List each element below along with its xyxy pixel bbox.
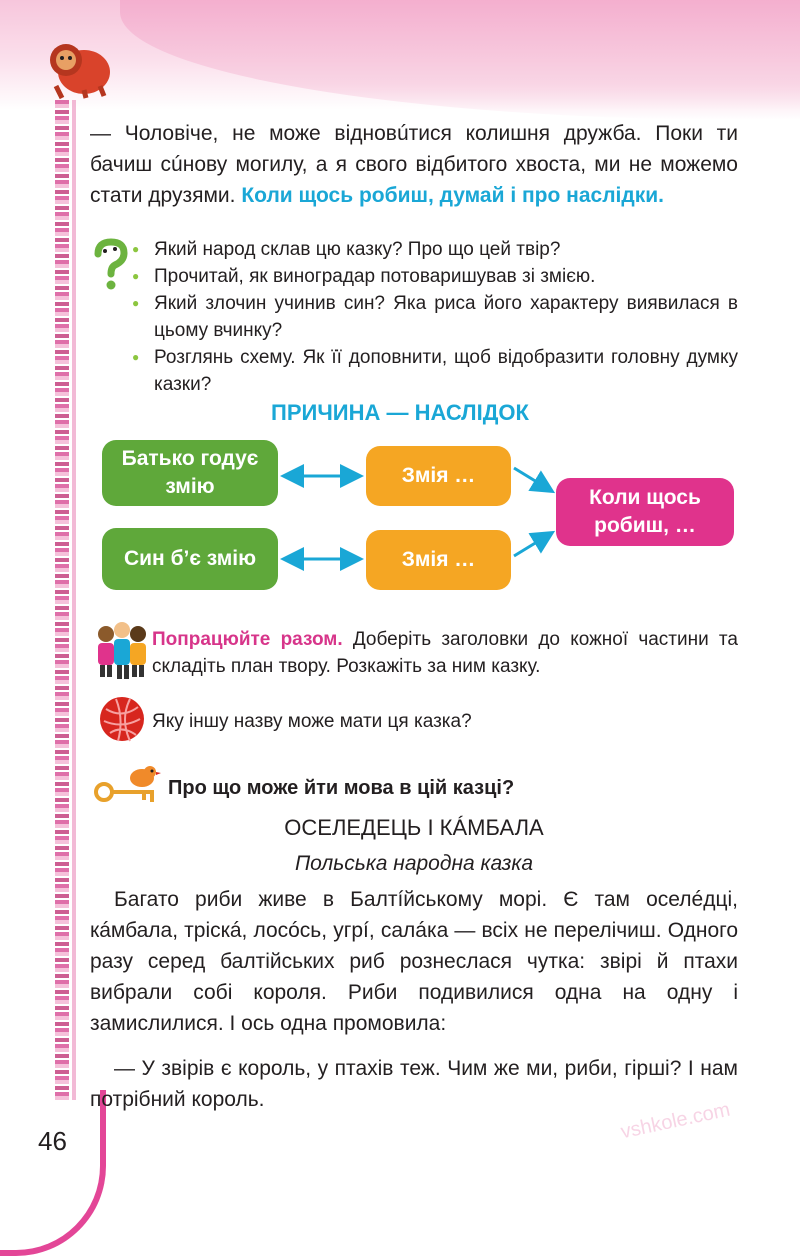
moral-text: Коли щось робиш, думай і про наслідки.	[241, 184, 664, 207]
question-item: ● Який злочин учинив син? Яка риса його характеру виявилася в цьому вчинку?	[130, 290, 738, 344]
question-mark-icon	[88, 238, 134, 292]
group-task-text: Доберіть заголовки до кожної частини та складіть план твору. Розкажіть за ним казку.	[152, 629, 738, 677]
watermark: vshkole.com	[618, 1098, 733, 1144]
tale-paragraph-1: Багато риби живе в Балтíйському морі. Є там оселéдці, кáмбала, тріскá, лосóсь, угрí, салáка — всіх не перелічиш. Одного разу серед балтійських риб рознеслася чутка: звірі й птахи вибрали собі короля. Риби подивилися одна на одну і замислилися. І ось одна промовила:	[90, 888, 738, 1035]
tale-paragraph-2: — У звірів є король, у птахів теж. Чим же ми, риби, гірші? І нам потрібний король.	[90, 1057, 738, 1111]
group-task-label: Попрацюйте разом.	[152, 629, 343, 650]
embroidery-border-line	[72, 100, 76, 1100]
question-item: ● Прочитай, як виноградар потоваришував зі змією.	[130, 263, 738, 290]
yarn-ball-icon	[98, 695, 146, 743]
embroidery-border	[55, 100, 69, 1100]
question-item: ● Який народ склав цю казку? Про що цей твір?	[130, 236, 738, 263]
prereading-question: Про що може йти мова в цій казці?	[168, 777, 515, 799]
title-task: Яку іншу назву може мати ця казка?	[152, 711, 472, 732]
arrow-to-conclusion-bottom	[514, 534, 550, 556]
page-number: 46	[38, 1126, 67, 1156]
group-task	[152, 626, 738, 680]
effect-box-bottom: Змія …	[366, 530, 511, 590]
question-item: ● Розглянь схему. Як її доповнити, щоб відобразити головну думку казки?	[130, 344, 738, 398]
cause-box-bottom: Син б’є змію	[102, 528, 278, 590]
intro-paragraph	[90, 118, 738, 211]
cause-box-top: Батько годує змію	[102, 440, 278, 506]
key-with-bird-icon	[92, 762, 164, 806]
lion-mascot-icon	[44, 38, 112, 100]
arrow-to-conclusion-top	[514, 468, 550, 490]
diagram-title: ПРИЧИНА — НАСЛІДОК	[271, 400, 529, 425]
children-group-icon	[92, 620, 150, 680]
conclusion-box: Коли щось робиш, …	[556, 478, 734, 546]
intro-quote: — Чоловіче, не може відновúтися колишня дружба. Поки ти бачиш сúнову могилу, а я свого відбитого хвоста, ми не можемо стати друзями.	[90, 122, 738, 207]
question-list	[130, 236, 738, 398]
effect-box-top: Змія …	[366, 446, 511, 506]
tale-title: ОСЕЛЕДЕЦЬ І КÁМБАЛА	[284, 815, 544, 840]
tale-subtitle: Польська народна казка	[294, 852, 534, 875]
